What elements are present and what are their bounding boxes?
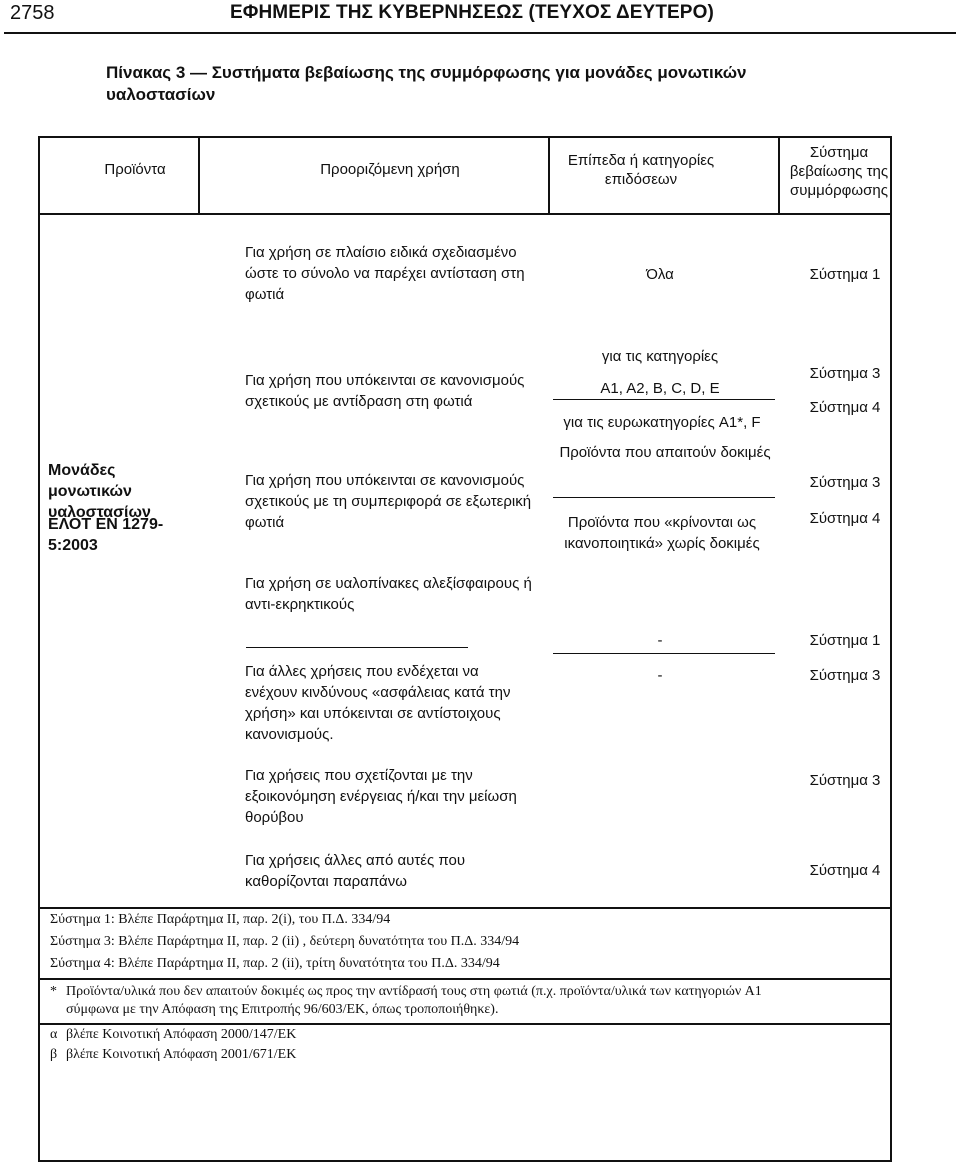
note-beta: βλέπε Κοινοτική Απόφαση 2001/671/ΕΚ — [66, 1047, 297, 1062]
column-header-intended-use: Προοριζόμενη χρήση — [320, 161, 460, 178]
alpha-mark: α — [50, 1027, 58, 1042]
note-system-3: Σύστημα 3: Βλέπε Παράρτημα ΙΙ, παρ. 2 (ii) , δεύτερη δυνατότητα του Π.Δ. 334/94 — [50, 934, 520, 949]
system-4-row7: Σύστημα 4 — [809, 862, 881, 879]
header-rule — [40, 213, 892, 215]
column-divider — [778, 138, 780, 213]
system-4-row3: Σύστημα 4 — [809, 510, 881, 527]
level-eurocategories: για τις ευρωκατηγορίες A1*, F — [563, 414, 761, 431]
note-asterisk-line1: Προϊόντα/υλικά που δεν απαιτούν δοκιμές ως προς την αντίδρασή τους στη φωτιά (π.χ. προϊόντα/υλικά των κατηγοριών A1 — [66, 984, 762, 999]
system-4-row2: Σύστημα 4 — [809, 399, 881, 416]
cell-rule — [553, 497, 775, 498]
cell-rule — [246, 647, 468, 648]
use-bullet-resistant: Για χρήση σε υαλοπίνακες αλεξίσφαιρους ή αντι-εκρηκτικούς — [245, 575, 532, 613]
level-requires-tests: Προϊόντα που απαιτούν δοκιμές — [559, 444, 771, 461]
system-3-row5: Σύστημα 3 — [809, 667, 881, 684]
beta-mark: β — [50, 1047, 58, 1062]
product-standard: ΕΛΟΤ ΕΝ 1279-5:2003 — [48, 516, 164, 554]
level-categories-label: για τις κατηγορίες — [601, 348, 719, 365]
table-title: Πίνακας 3 — Συστήματα βεβαίωσης της συμμόρφωσης για μονάδες μονωτικών υαλοστασίων — [106, 63, 747, 104]
note-alpha: βλέπε Κοινοτική Απόφαση 2000/147/ΕΚ — [66, 1027, 297, 1042]
use-safety-in-use: Για άλλες χρήσεις που ενδέχεται να ενέχουν κινδύνους «ασφάλειας κατά την χρήση» και υπόκεινται σε αντίστοιχους κανονισμούς. — [245, 663, 511, 743]
column-header-system: Σύστημα βεβαίωσης της συμμόρφωσης — [789, 144, 889, 199]
header-rule — [4, 32, 956, 34]
gazette-title: ΕΦΗΜΕΡΙΣ ΤΗΣ ΚΥΒΕΡΝΗΣΕΩΣ (ΤΕΥΧΟΣ ΔΕΥΤΕΡΟ) — [230, 2, 714, 23]
use-fire-resistance: Για χρήση σε πλαίσιο ειδικά σχεδιασμένο ώστε το σύνολο να παρέχει αντίσταση στη φωτιά — [245, 244, 525, 303]
footnote-divider — [40, 978, 892, 980]
page-number: 2758 — [10, 2, 55, 24]
note-system-4: Σύστημα 4: Βλέπε Παράρτημα ΙΙ, παρ. 2 (ii), τρίτη δυνατότητα του Π.Δ. 334/94 — [50, 956, 500, 971]
column-divider — [548, 138, 550, 213]
level-dash-row4: - — [657, 632, 663, 649]
system-3-row6: Σύστημα 3 — [809, 772, 881, 789]
use-other: Για χρήσεις άλλες από αυτές που καθορίζονται παραπάνω — [245, 852, 466, 890]
column-header-levels: Επίπεδα ή κατηγορίες επιδόσεων — [567, 152, 715, 188]
use-external-fire: Για χρήση που υπόκεινται σε κανονισμούς σχετικούς με τη συμπεριφορά σε εξωτερική φωτιά — [245, 472, 532, 531]
level-all: Όλα — [646, 266, 674, 283]
level-dash-row5: - — [657, 667, 663, 684]
cell-rule — [553, 653, 775, 654]
note-system-1: Σύστημα 1: Βλέπε Παράρτημα ΙΙ, παρ. 2(i), του Π.Δ. 334/94 — [50, 912, 391, 927]
footnote-divider — [40, 907, 892, 909]
level-categories-list: A1, A2, B, C, D, E — [600, 380, 720, 397]
note-asterisk-line2: σύμφωνα με την Απόφαση της Επιτροπής 96/603/ΕΚ, όπως τροποποιήθηκε). — [66, 1002, 499, 1017]
use-reaction-to-fire: Για χρήση που υπόκεινται σε κανονισμούς σχετικούς με αντίδραση στη φωτιά — [245, 372, 525, 410]
system-3-row2: Σύστημα 3 — [809, 365, 881, 382]
use-energy-noise: Για χρήσεις που σχετίζονται με την εξοικονόμηση ενέργειας ή/και την μείωση θορύβου — [245, 767, 517, 826]
cell-rule — [553, 399, 775, 400]
system-1-row4: Σύστημα 1 — [809, 632, 881, 649]
system-3-row3: Σύστημα 3 — [809, 474, 881, 491]
system-1-row1: Σύστημα 1 — [809, 266, 881, 283]
level-deemed-satisfactory: Προϊόντα που «κρίνονται ως ικανοποιητικά» χωρίς δοκιμές — [564, 514, 760, 552]
product-name: Μονάδες μονωτικών υαλοστασίων — [48, 462, 151, 521]
column-header-products: Προϊόντα — [104, 161, 166, 178]
asterisk-mark: * — [50, 984, 57, 999]
